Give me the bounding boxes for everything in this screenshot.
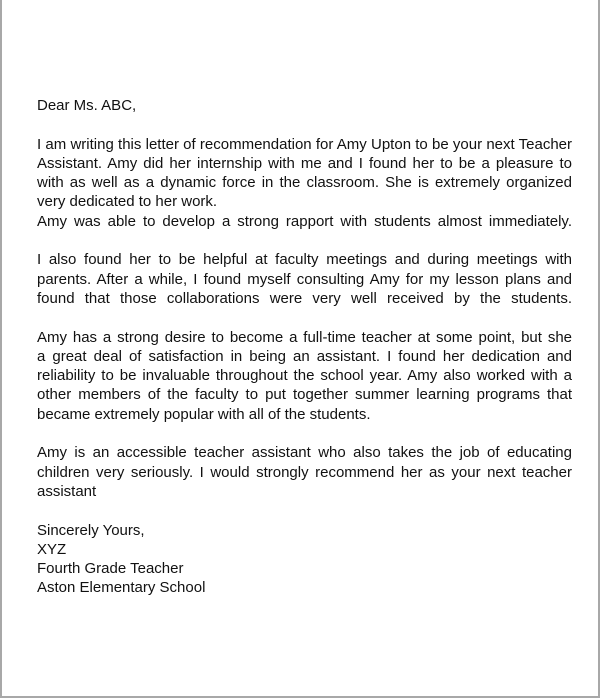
signer-name: XYZ <box>37 540 67 558</box>
paragraph <box>37 250 572 327</box>
letter-paragraphs <box>37 135 572 521</box>
paragraph-line: Amy has a strong desire to become a full-time teacher at some point, but she <box>37 328 572 346</box>
paragraph <box>37 135 572 251</box>
paragraph-line: parents. After a while, I found myself consulting Amy for my lesson plans and <box>37 270 572 288</box>
paragraph-line: found that those collaborations were very well received by the students. <box>37 289 572 307</box>
paragraph <box>37 443 572 520</box>
paragraph-line: assistant <box>37 482 97 500</box>
paragraph-line: Assistant. Amy did her internship with me and I found her to be a pleasure to <box>37 154 572 172</box>
letter-body <box>37 96 572 598</box>
paragraph-line: a great deal of satisfaction in being an assistant. I found her dedication and <box>37 347 572 365</box>
paragraph-line: I am writing this letter of recommendation for Amy Upton to be your next Teacher <box>37 135 572 153</box>
salutation: Dear Ms. ABC, <box>37 97 137 114</box>
signer-title: Fourth Grade Teacher <box>37 560 184 578</box>
paragraph <box>37 328 572 444</box>
paragraph-line: became extremely popular with all of the students. <box>37 405 371 423</box>
paragraph-line: reliability to be invaluable throughout the school year. Amy also worked with a <box>37 367 572 385</box>
valediction: Sincerely Yours, <box>37 521 145 539</box>
paragraph-line: very dedicated to her work. <box>37 193 218 211</box>
signer-school: Aston Elementary School <box>37 579 206 597</box>
paragraph-line: I also found her to be helpful at faculty meetings and during meetings with <box>37 251 572 269</box>
paragraph-line: Amy is an accessible teacher assistant who also takes the job of educating <box>37 444 572 462</box>
paragraph-line: other members of the faculty to put together summer learning programs that <box>37 386 572 404</box>
paragraph-line: Amy was able to develop a strong rapport with students almost immediately. <box>37 212 572 230</box>
paragraph-line: with as well as a dynamic force in the classroom. She is extremely organized <box>37 174 572 192</box>
paragraph-line: children very seriously. I would strongly recommend her as your next teacher <box>37 463 572 481</box>
